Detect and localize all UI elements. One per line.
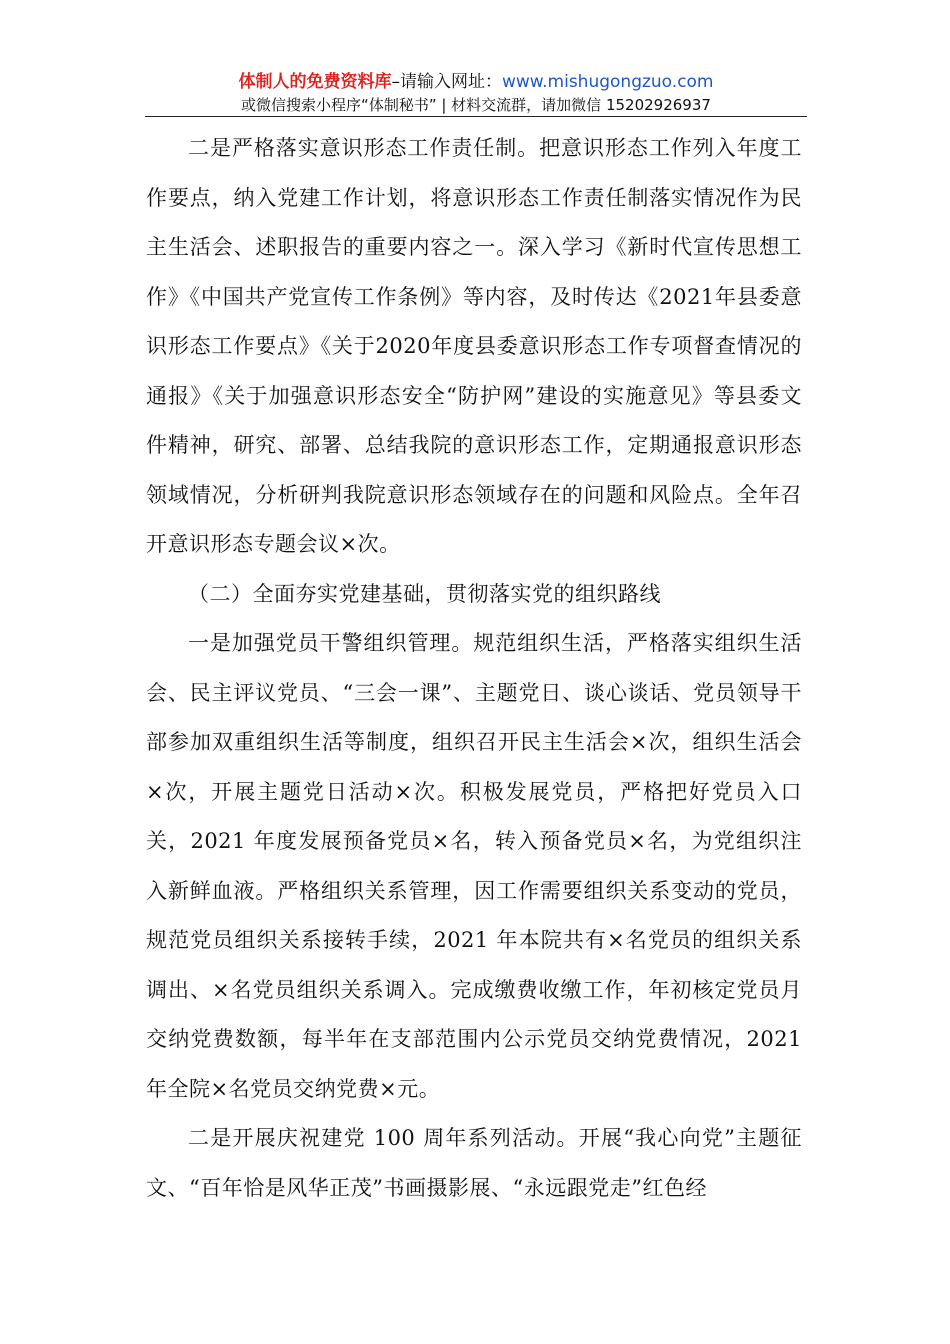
paragraph-member-management: 一是加强党员干警组织管理。规范组织生活，严格落实组织生活会、民主评议党员、“三会一课”、主题党日、谈心谈话、党员领导干部参加双重组织生活等制度，组织召开民主生活会×次，组织生活会×次，开展主题党日活动×次。积极发展党员，严格把好党员入口关，2021 年度发展预备党员×名，转入预备党员×名，为党组织注入新鲜血液。严格组织关系管理，因工作需要组织关系变动的党员，规范党员组织关系接转手续，2021 年本院共有×名党员的组织关系调出、×名党员组织关系调入。完成缴费收缴工作，年初核定党员月交纳党费数额，每半年在支部范围内公示党员交纳党费情况，2021 年全院×名党员交纳党费×元。: [146, 631, 802, 1101]
website-link[interactable]: www.mishugongzuo.com: [501, 72, 714, 92]
paragraph-ideology-responsibility: 二是严格落实意识形态工作责任制。把意识形态工作列入年度工作要点，纳入党建工作计划，将意识形态工作责任制落实情况作为民主生活会、述职报告的重要内容之一。深入学习《新时代宣传思想工作》《中国共产党宣传工作条例》等内容，及时传达《2021年县委意识形态工作要点》《关于2020年度县委意识形态工作专项督查情况的通报》《关于加强意识形态安全“防护网”建设的实施意见》等县委文件精神，研究、部署、总结我院的意识形态工作，定期通报意识形态领域情况，分析研判我院意识形态领域存在的问题和风险点。全年召开意识形态专题会议×次。: [146, 136, 802, 556]
brand-title: 体制人的免费资料库: [238, 72, 392, 92]
url-prompt: –请输入网址：: [391, 72, 502, 92]
page-header: [145, 70, 807, 116]
header-divider: [145, 116, 807, 117]
header-line-1: [145, 70, 807, 94]
header-line-2: 或微信搜索小程序“体制秘书” | 材料交流群，请加微信 15202926937: [241, 96, 711, 114]
paragraph-centenary-activities: 二是开展庆祝建党 100 周年系列活动。开展“我心向党”主题征文、“百年恰是风华正茂”书画摄影展、“永远跟党走”红色经: [146, 1126, 802, 1200]
document-body: [146, 124, 802, 1213]
section-heading-party-building: （二）全面夯实党建基础，贯彻落实党的组织路线: [188, 581, 661, 606]
